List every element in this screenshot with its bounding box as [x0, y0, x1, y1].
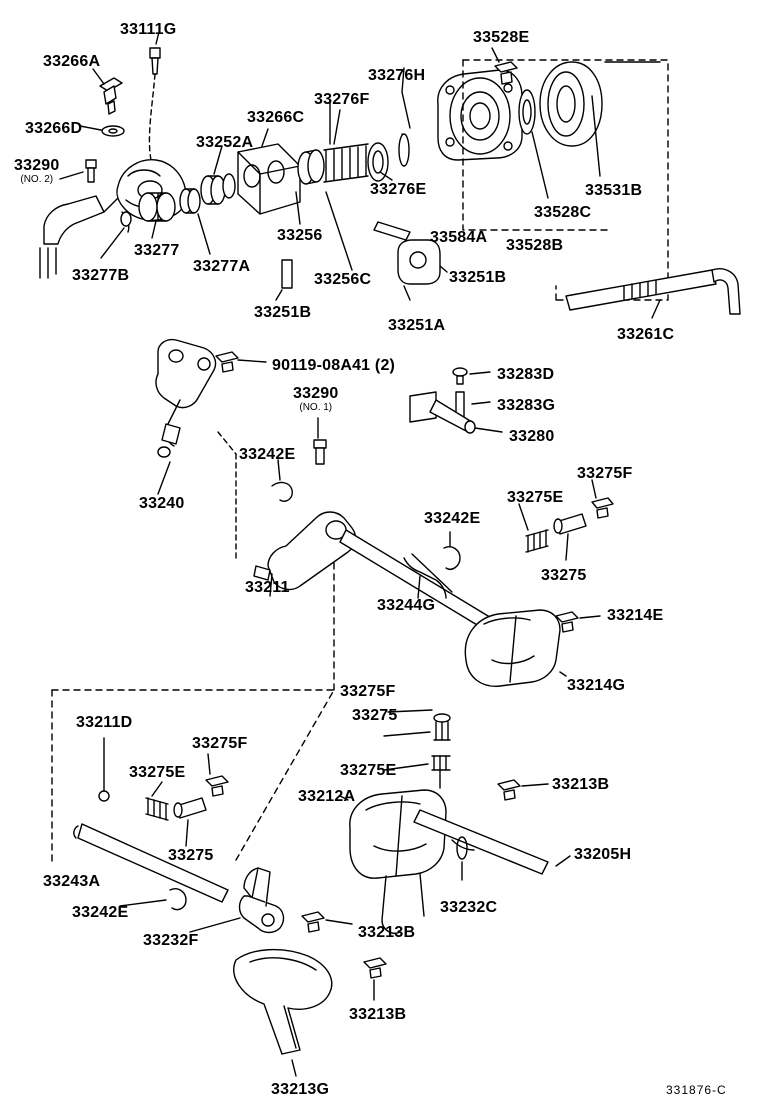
part-label: 33276H: [368, 67, 426, 84]
part-label: 33275: [541, 567, 587, 584]
part-label: 33242E: [239, 446, 296, 463]
part-label: 33528C: [534, 204, 592, 221]
part-label: 33531B: [585, 182, 643, 199]
part-label: 33283D: [497, 366, 555, 383]
part-label: 33275E: [129, 764, 186, 781]
part-label: 33213B: [552, 776, 610, 793]
part-label: 33232C: [440, 899, 498, 916]
diagram-footer-code: 331876-C: [666, 1083, 727, 1097]
part-label: 33213B: [358, 924, 416, 941]
part-label: 33242E: [424, 510, 481, 527]
part-label: 33251B: [254, 304, 312, 321]
part-label: 33242E: [72, 904, 129, 921]
part-label: 33277A: [193, 258, 251, 275]
part-label: 33111G: [120, 21, 177, 38]
part-label: 33244G: [377, 597, 436, 614]
part-label: 33584A: [430, 229, 488, 246]
part-label: 33213B: [349, 1006, 407, 1023]
part-label: 33251A: [388, 317, 446, 334]
part-label: 33211: [245, 579, 290, 596]
part-label: 33290 (NO. 2): [14, 157, 60, 185]
part-label: 33251B: [449, 269, 507, 286]
part-label: 33232F: [143, 932, 199, 949]
part-label: 33261C: [617, 326, 675, 343]
part-label: 33211D: [76, 714, 133, 731]
part-label: 33214G: [567, 677, 626, 694]
part-label: 33528B: [506, 237, 564, 254]
part-label: 33275E: [340, 762, 397, 779]
part-label: 33275F: [192, 735, 248, 752]
part-label: 33252A: [196, 134, 254, 151]
part-label: 33275E: [507, 489, 564, 506]
part-label: 33266A: [43, 53, 101, 70]
part-label: 33275: [168, 847, 214, 864]
part-label: 33212A: [298, 788, 356, 805]
part-label: 33277: [134, 242, 180, 259]
part-label: 33266D: [25, 120, 83, 137]
part-label: 33280: [509, 428, 555, 445]
part-label: 33266C: [247, 109, 305, 126]
part-label: 33276E: [370, 181, 427, 198]
part-label: 33290 (NO. 1): [293, 385, 339, 413]
part-label: 33275F: [577, 465, 633, 482]
part-label: 33256: [277, 227, 323, 244]
part-label: 33276F: [314, 91, 370, 108]
part-label: 33277B: [72, 267, 130, 284]
part-label: 33214E: [607, 607, 664, 624]
part-label: 33275: [352, 707, 398, 724]
part-label: 33213G: [271, 1081, 330, 1098]
part-label: 33240: [139, 495, 185, 512]
part-label: 33283G: [497, 397, 556, 414]
part-label: 33275F: [340, 683, 396, 700]
part-label: 90119-08A41 (2): [272, 357, 396, 374]
part-label: 33256C: [314, 271, 372, 288]
part-label: 33205H: [574, 846, 632, 863]
part-label: 33528E: [473, 29, 530, 46]
part-label: 33243A: [43, 873, 101, 890]
